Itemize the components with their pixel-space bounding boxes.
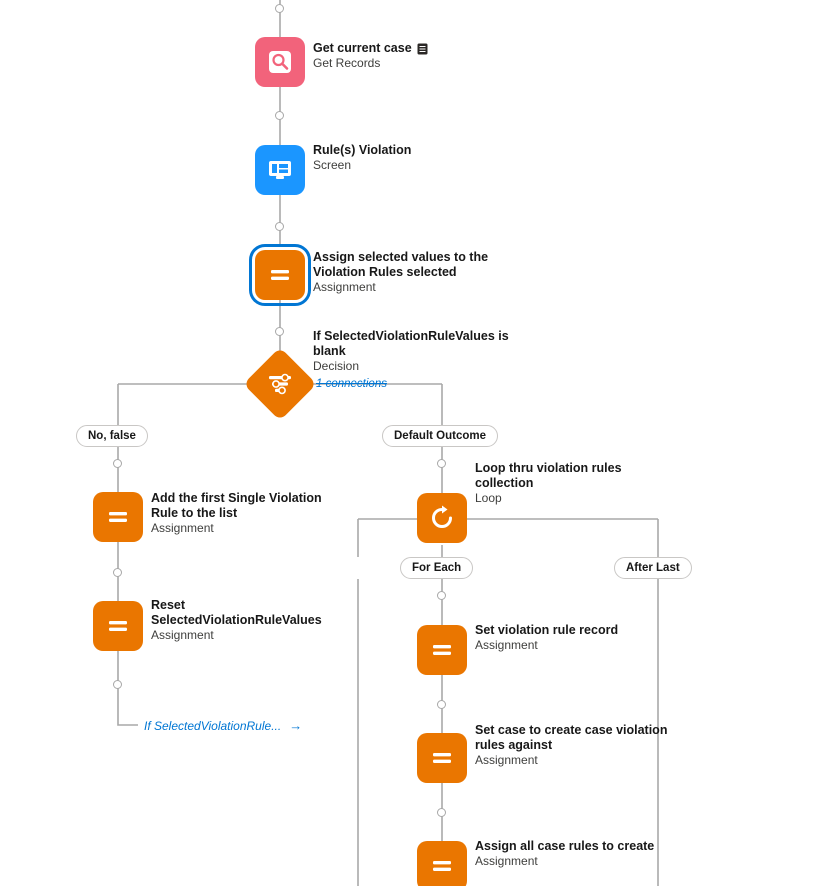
node-subtitle: Assignment: [475, 854, 538, 868]
node-title: Reset SelectedViolationRuleValues: [151, 598, 322, 627]
screen-glyph: [266, 156, 294, 184]
connector-dot[interactable]: [113, 680, 122, 689]
assignment-glyph: [266, 261, 294, 289]
assignment-icon[interactable]: [93, 601, 143, 651]
decision-connections-count[interactable]: 1 connections: [316, 378, 387, 390]
assignment-icon[interactable]: [255, 250, 305, 300]
branch-pill-default-outcome[interactable]: Default Outcome: [382, 425, 498, 447]
loop-icon[interactable]: [417, 493, 467, 543]
assignment-icon[interactable]: [417, 733, 467, 783]
node-label-assign-selected-values: [313, 250, 518, 295]
node-subtitle: Screen: [313, 158, 352, 172]
screen-icon[interactable]: [255, 145, 305, 195]
node-label-set-violation-rule-record: [475, 623, 690, 653]
node-title: Assign all case rules to create: [475, 839, 655, 853]
records-badge-icon: [417, 42, 428, 54]
assignment-icon[interactable]: [417, 625, 467, 675]
goto-link[interactable]: [144, 718, 302, 733]
decision-glyph: [254, 358, 306, 410]
node-subtitle: Loop: [475, 491, 502, 505]
node-subtitle: Decision: [313, 359, 360, 373]
node-label-add-first-rule: [151, 491, 351, 536]
node-title: Rule(s) Violation: [313, 143, 412, 157]
node-title: Set case to create case violation rules against: [475, 723, 668, 752]
node-subtitle: Assignment: [475, 753, 538, 767]
assignment-glyph: [428, 852, 456, 880]
node-title: Set violation rule record: [475, 623, 619, 637]
node-subtitle: Assignment: [313, 280, 376, 294]
node-label-decision-if-blank: [313, 329, 523, 374]
node-label-rules-violation: [313, 143, 533, 173]
branch-pill-no-false[interactable]: No, false: [76, 425, 148, 447]
connector-dot[interactable]: [113, 568, 122, 577]
node-title: Assign selected values to the Violation Rules selected: [313, 250, 489, 279]
connector-dot[interactable]: [275, 4, 284, 13]
connector-dot[interactable]: [275, 327, 284, 336]
assignment-glyph: [428, 744, 456, 772]
node-label-loop-thru-rules: [475, 461, 675, 506]
get-records-glyph: [266, 48, 294, 76]
connector-dot[interactable]: [437, 591, 446, 600]
get-records-icon[interactable]: [255, 37, 305, 87]
branch-pill-after-last[interactable]: After Last: [614, 557, 692, 579]
node-title: Get current case: [313, 41, 412, 55]
node-subtitle: Get Records: [313, 56, 381, 70]
node-label-set-case-to-create: [475, 723, 690, 768]
connector-dot[interactable]: [275, 222, 284, 231]
node-subtitle: Assignment: [151, 628, 214, 642]
node-label-reset-selected-values: [151, 598, 331, 643]
node-subtitle: Assignment: [475, 638, 538, 652]
connector-dot[interactable]: [437, 700, 446, 709]
assignment-icon[interactable]: [93, 492, 143, 542]
assignment-glyph: [104, 612, 132, 640]
node-title: Loop thru violation rules collection: [475, 461, 622, 490]
loop-glyph: [427, 503, 457, 533]
connector-dot[interactable]: [437, 808, 446, 817]
node-title: If SelectedViolationRuleValues is blank: [313, 329, 509, 358]
assignment-glyph: [104, 503, 132, 531]
goto-label: If SelectedViolationRule...: [144, 719, 282, 733]
node-label-assign-all-case-rules: [475, 839, 690, 869]
connector-dot[interactable]: [437, 459, 446, 468]
branch-pill-for-each[interactable]: For Each: [400, 557, 473, 579]
node-title: Add the first Single Violation Rule to the list: [151, 491, 322, 520]
connector-dot[interactable]: [113, 459, 122, 468]
connector-dot[interactable]: [275, 111, 284, 120]
assignment-icon[interactable]: [417, 841, 467, 886]
node-subtitle: Assignment: [151, 521, 214, 535]
assignment-glyph: [428, 636, 456, 664]
node-label-get-current-case: [313, 41, 533, 71]
goto-arrow-icon: →: [289, 718, 303, 733]
